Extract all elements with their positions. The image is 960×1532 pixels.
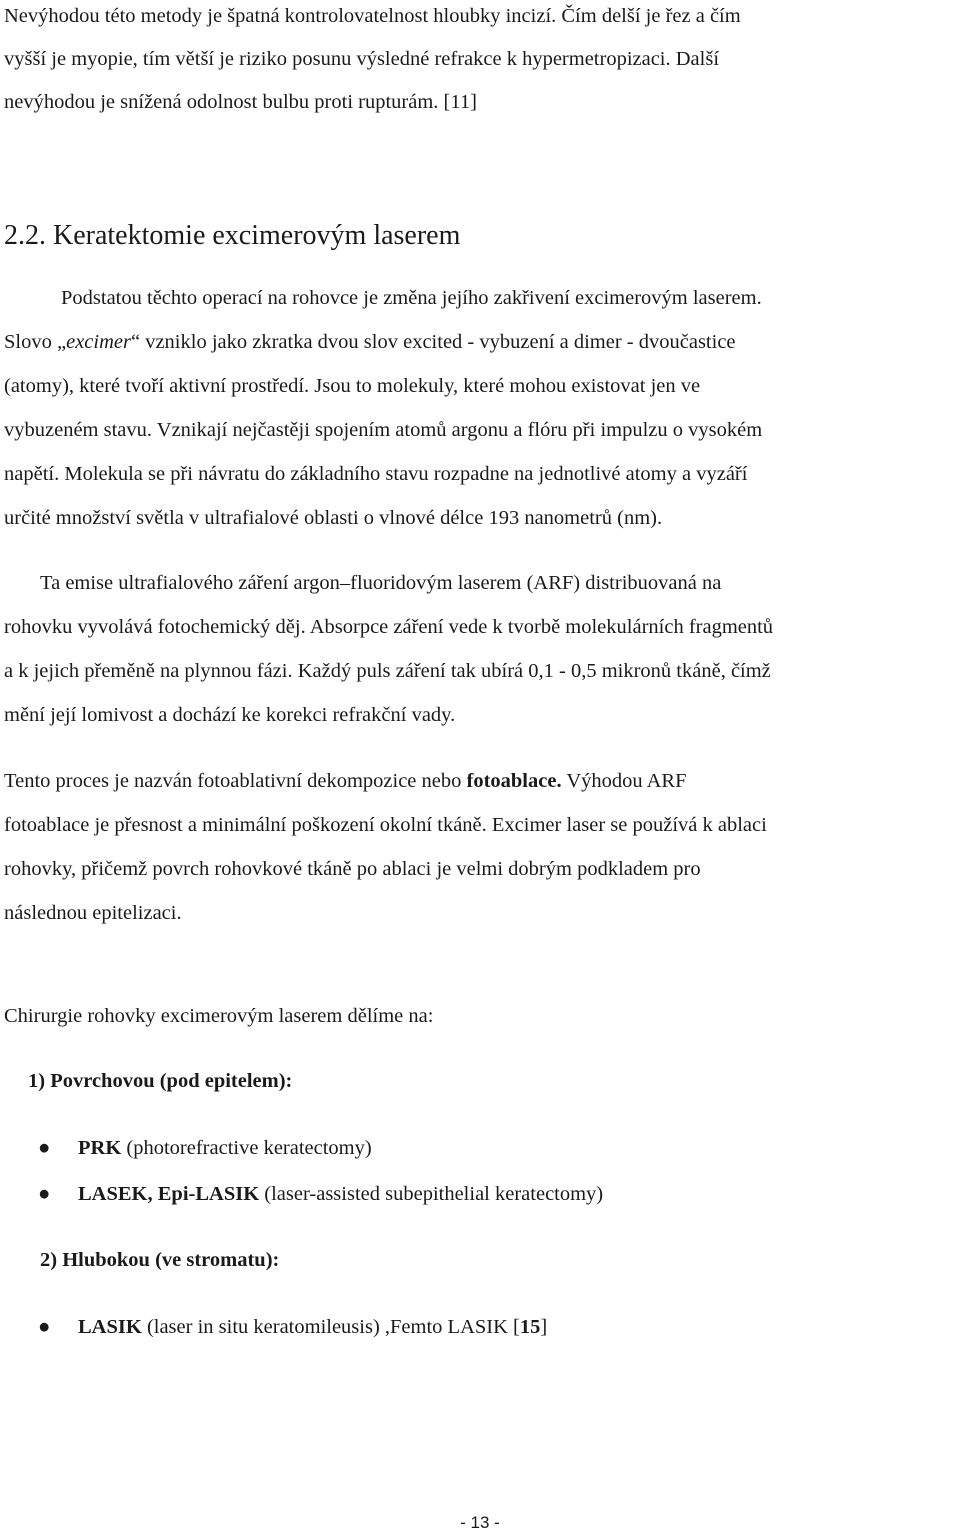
para1-line-2-pre: Slovo: [4, 331, 57, 353]
para3-line-2: fotoablace je přesnost a minimální poškození okolní tkáně. Excimer laser se používá k ablaci: [4, 814, 767, 836]
list-item-rest: (laser-assisted subepithelial keratectomy): [259, 1183, 604, 1205]
section-heading: 2.2. Keratektomie excimerovým laserem: [4, 220, 461, 251]
list-item-prk: [78, 1138, 372, 1159]
list-item-rest: (photorefractive keratectomy): [121, 1137, 372, 1159]
para2-line-3: a k jejich přeměně na plynnou fázi. Každý puls záření tak ubírá 0,1 - 0,5 mikronů tkáně, čímž: [4, 660, 771, 682]
bullet-icon: ●: [38, 1183, 51, 1205]
para1-line-2-post: vzniklo jako zkratka dvou slov excited - vybuzení a dimer - dvoučastice: [140, 331, 736, 353]
para1-line-1: Podstatou těchto operací na rohovce je změna jejího zakřivení excimerovým laserem.: [61, 287, 762, 309]
reference-close: ]: [540, 1316, 548, 1338]
para3-line-1-pre: Tento proces je nazván fotoablativní dekompozice nebo: [4, 770, 467, 792]
para3-line-3: rohovky, přičemž povrch rohovkové tkáně po ablaci je velmi dobrým podkladem pro: [4, 858, 701, 880]
list-item-lasek: [78, 1184, 603, 1205]
para3-line-1-post: Výhodou ARF: [561, 770, 687, 792]
para1-line-4: vybuzeném stavu. Vznikají nejčastěji spojením atomů argonu a flóru při impulzu o vysokém: [4, 419, 763, 441]
group1-title: 1) Povrchovou (pod epitelem):: [28, 1070, 293, 1092]
division-intro: Chirurgie rohovky excimerovým laserem dělíme na:: [4, 1005, 434, 1027]
list-item-bold: LASEK, Epi-LASIK: [78, 1183, 260, 1205]
term-excimer: excimer: [66, 331, 131, 353]
para1-line-2: [4, 332, 736, 353]
para1-line-5: napětí. Molekula se při návratu do základního stavu rozpadne na jednotlivé atomy a vyzáří: [4, 463, 748, 485]
quote-close: “: [130, 331, 141, 353]
para3-line-4: následnou epitelizaci.: [4, 902, 182, 924]
reference-number: 15: [519, 1316, 541, 1338]
para2-line-4: mění její lomivost a dochází ke korekci refrakční vady.: [4, 704, 456, 726]
para3-line-1: [4, 771, 687, 792]
list-item-rest: (laser in situ keratomileusis) ,Femto LASIK [: [141, 1316, 520, 1338]
para1-line-3: (atomy), které tvoří aktivní prostředí. Jsou to molekuly, které mohou existovat jen ve: [4, 375, 701, 397]
list-item-bold: PRK: [78, 1137, 122, 1159]
list-item-bold: LASIK: [78, 1316, 142, 1338]
bullet-icon: ●: [38, 1316, 51, 1338]
para2-line-1: Ta emise ultrafialového záření argon–fluoridovým laserem (ARF) distribuovaná na: [40, 572, 722, 594]
group2-title: 2) Hlubokou (ve stromatu):: [40, 1249, 280, 1271]
term-fotoablace: fotoablace.: [466, 770, 562, 792]
para1-line-6: určité množství světla v ultrafialové oblasti o vlnové délce 193 nanometrů (nm).: [4, 507, 663, 529]
page-number: - 13 -: [460, 1513, 500, 1532]
intro-line-2: vyšší je myopie, tím větší je riziko posunu výsledné refrakce k hypermetropizaci. Další: [4, 48, 720, 70]
bullet-icon: ●: [38, 1137, 51, 1159]
list-item-lasik: [78, 1317, 547, 1338]
intro-line-3: nevýhodou je snížená odolnost bulbu proti rupturám. [11]: [4, 91, 477, 113]
intro-line-1: Nevýhodou této metody je špatná kontrolovatelnost hloubky incizí. Čím delší je řez a čím: [4, 5, 741, 27]
quote-open: „: [56, 331, 67, 353]
para2-line-2: rohovku vyvolává fotochemický děj. Absorpce záření vede k tvorbě molekulárních fragmentů: [4, 616, 774, 638]
